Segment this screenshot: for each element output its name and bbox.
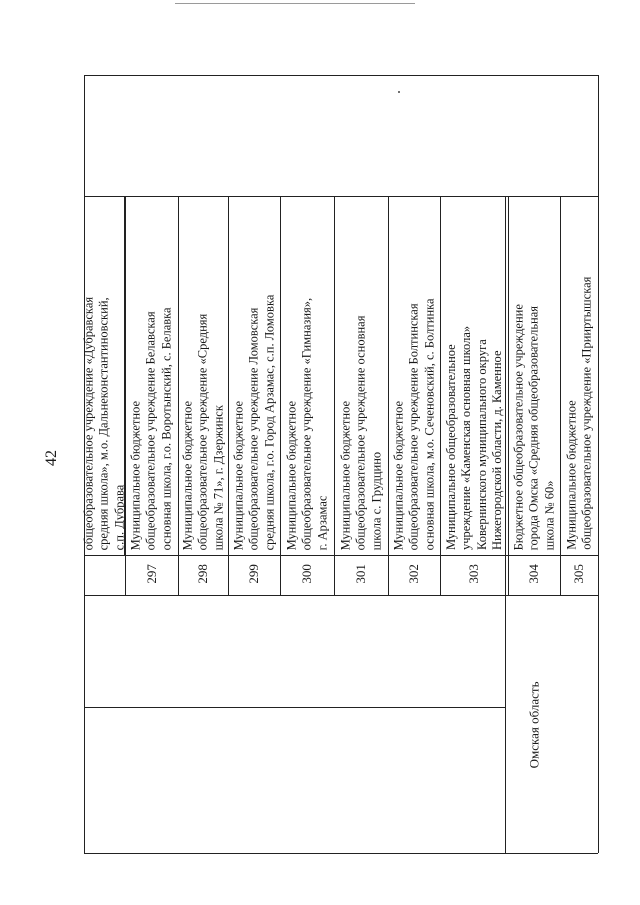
row-text [564,201,595,550]
row-text [338,201,384,550]
row-text [231,201,277,550]
row-number-cell [178,556,228,594]
row-text-line: Ковернинского муниципального округа [474,339,488,550]
row-text [284,201,330,550]
row-text-line: основная школа, г.о. Воротынский, с. Белавка [159,307,174,550]
row-number-cell [125,556,178,594]
row-text-line: Муниципальное бюджетное [391,400,406,550]
row-text-line: общеобразовательное учреждение «Дубравская [81,296,96,550]
row-text-line: общеобразовательное учреждение Болтинская [406,303,421,550]
row-text-line: Нижегородской области, д. Каменное [489,350,504,550]
region-name: Омская область [526,681,542,769]
row-text-line: общеобразовательное учреждение «Гимназия», [299,297,314,550]
row-text-line: средняя школа, г.о. Город Арзамас, с.п. Ломовка [261,294,276,550]
row-text [444,201,505,550]
row-text-cell [388,198,440,553]
row-number: 298 [195,564,211,584]
row-text [511,201,557,550]
table-border-top [84,75,598,76]
row-text-cell [228,198,280,553]
row-text-cell [334,198,388,553]
row-text-line: города Омска «Средняя общеобразовательная [526,305,541,550]
row-text-line: Муниципальное бюджетное [128,400,143,550]
row-number: 304 [526,564,542,584]
page-number-text: 42 [43,450,60,466]
row-number: 301 [353,564,369,584]
row-text [82,201,128,550]
row-text-line: общеобразовательное учреждение Ломовская [246,307,261,550]
row-text-line: общеобразовательное учреждение «Прииртышская [579,276,593,550]
row-text-cell [125,198,178,553]
row-text-line: Муниципальное бюджетное [231,400,246,550]
row-number-cell [228,556,280,594]
row-text-line: Муниципальное бюджетное [563,400,578,550]
rule-text-top [84,196,598,197]
row-number-cell [84,556,125,594]
row-text-cell [560,198,598,553]
row-text-line: с.п. Дубрава [112,484,127,550]
row-text-line: Бюджетное общеобразовательное учреждение [511,303,526,550]
row-number-cell [508,556,560,594]
row-text-line: школа № 71», г. Дзержинск [210,404,225,550]
row-number-cell [440,556,508,594]
row-text [129,201,175,550]
row-text-line: основная школа, м.о. Сеченовский, с. Болтинка [421,298,436,550]
scan-speck [398,91,400,93]
row-text-line: школа с. Грудцино [368,451,383,550]
row-number: 297 [143,564,159,584]
row-text-line: Муниципальное бюджетное [180,400,195,550]
row-text-line: Муниципальное общеобразовательное [443,344,458,550]
row-text [180,201,226,550]
row-number: 305 [571,564,587,584]
row-text-cell [178,198,228,553]
row-text-line: г. Арзамас [314,495,329,550]
region-cell [508,600,560,850]
row-text-cell [280,198,334,553]
row-number-cell [334,556,388,594]
row-number: 302 [406,564,422,584]
row-number: 299 [246,564,262,584]
row-text-line: Муниципальное бюджетное [338,400,353,550]
row-text-line: общеобразовательное учреждение Белавская [143,311,158,550]
row-text-line: общеобразовательное учреждение «Средняя [195,313,210,550]
table-border-bottom [84,853,598,854]
row-text-line: Муниципальное бюджетное [284,400,299,550]
row-text-line: учреждение «Каменская основная школа» [458,325,473,550]
row-number: 300 [299,564,315,584]
row-number: 303 [466,564,482,584]
row-number-cell [388,556,440,594]
row-text-cell [508,198,560,553]
row-text-line: общеобразовательное учреждение основная [353,315,368,550]
row-text-line: средняя школа», м.о. Дальнеконстантиновский, [96,296,111,550]
row-text-line: школа № 60» [541,480,556,550]
row-number-cell [560,556,598,594]
row-text-cell [440,198,508,553]
table-border-right [598,75,599,853]
rule-num-bottom [84,595,598,596]
rule-region-top [84,707,505,708]
row-number-cell [280,556,334,594]
row-text-cell [81,198,127,553]
row-text [391,201,437,550]
